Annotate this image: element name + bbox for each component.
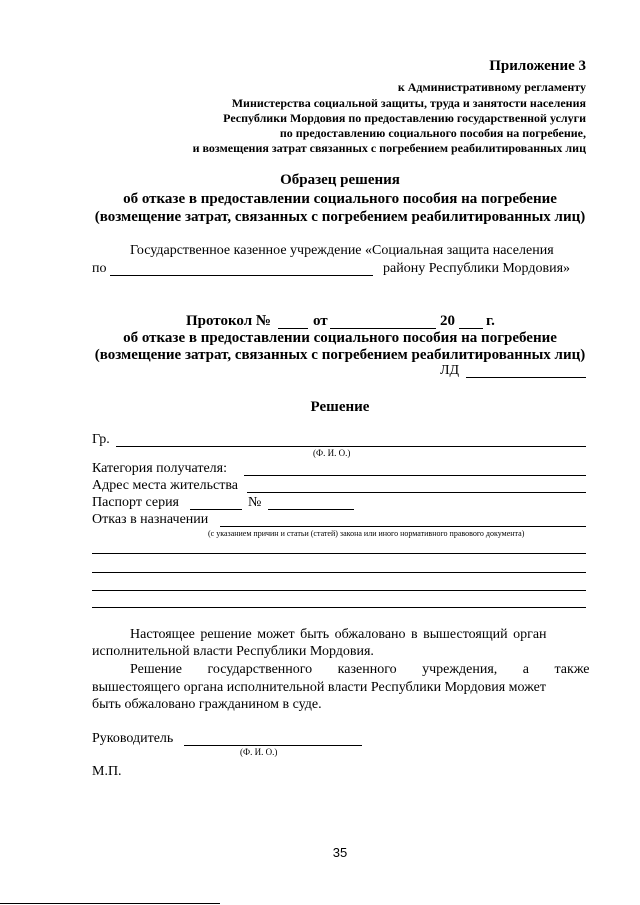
decision-title: Решение [310, 399, 370, 415]
passport-series-line [190, 509, 242, 510]
appeal-text: вышестоящего органа исполнительной власти Республики Мордовия может [92, 680, 546, 695]
district-field-line [110, 275, 373, 276]
passport-label: Паспорт серия [92, 495, 179, 510]
sample-subtitle: об отказе в предоставлении социального пособия на погребение [123, 191, 557, 207]
institution-line: Государственное казенное учреждение «Социальная защита населения [130, 243, 554, 258]
appendix-line: к Административному регламенту [397, 80, 586, 94]
protocol-from: от [313, 313, 328, 329]
appendix-line: по предоставлению социального пособия на погребение, [279, 126, 586, 140]
stamp-label: М.П. [92, 764, 122, 779]
passport-number-line [268, 509, 354, 510]
footnote-rule [0, 903, 220, 904]
protocol-year-line [459, 328, 483, 329]
head-label: Руководитель [92, 731, 174, 746]
address-label: Адрес места жительства [92, 478, 238, 493]
protocol-date-line [330, 328, 436, 329]
head-signature-line [184, 745, 362, 746]
protocol-year: 20 [440, 313, 455, 329]
appendix-line: и возмещения затрат связанных с погребением реабилитированных лиц [192, 141, 586, 155]
category-label: Категория получателя: [92, 461, 227, 476]
reason-line [92, 553, 586, 554]
page-number: 35 [332, 845, 348, 860]
institution-prefix: по [92, 261, 107, 276]
sample-title: Образец решения [280, 172, 400, 188]
protocol-number-line [278, 328, 308, 329]
fio-hint: (Ф. И. О.) [313, 448, 351, 458]
citizen-label: Гр. [92, 432, 110, 447]
ld-label: ЛД [440, 363, 460, 378]
protocol-year-suffix: г. [486, 313, 495, 329]
reason-line [92, 607, 586, 608]
appeal-text: исполнительной власти Республики Мордовия. [92, 644, 374, 659]
ld-field-line [466, 377, 586, 378]
appeal-text: Решение государственного казенного учреждения, а также [130, 662, 590, 677]
reason-line [92, 572, 586, 573]
reason-line [92, 590, 586, 591]
protocol-subtitle: об отказе в предоставлении социального пособия на погребение [123, 330, 557, 346]
head-fio-hint: (Ф. И. О.) [240, 747, 278, 757]
citizen-field-line [116, 446, 586, 447]
passport-number-label: № [248, 495, 262, 510]
appeal-text: Настоящее решение может быть обжаловано в вышестоящий орган [130, 627, 547, 642]
refusal-field-line [220, 526, 586, 527]
protocol-label: Протокол № [186, 313, 271, 329]
appendix-title: Приложение 3 [489, 58, 586, 74]
sample-subtitle: (возмещение затрат, связанных с погребением реабилитированных лиц) [94, 209, 586, 225]
category-field-line [244, 475, 586, 476]
refusal-hint: (с указанием причин и статьи (статей) закона или иного нормативного правового документа) [208, 529, 525, 538]
appendix-line: Министерства социальной защиты, труда и занятости населения [231, 96, 586, 110]
institution-suffix: району Республики Мордовия» [383, 261, 571, 276]
refusal-label: Отказ в назначении [92, 512, 209, 527]
protocol-subtitle: (возмещение затрат, связанных с погребением реабилитированных лиц) [94, 347, 586, 363]
address-field-line [247, 492, 586, 493]
appeal-text: быть обжаловано гражданином в суде. [92, 697, 322, 712]
appendix-line: Республики Мордовия по предоставлению государственной услуги [223, 111, 586, 125]
